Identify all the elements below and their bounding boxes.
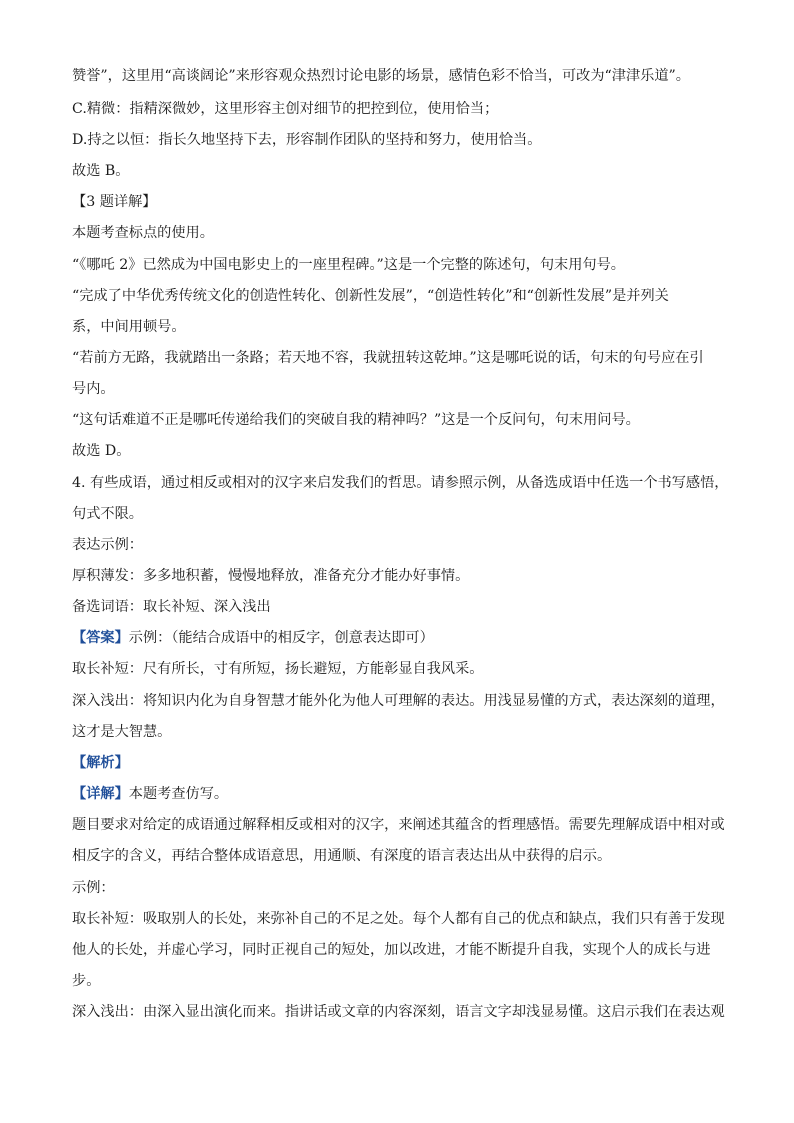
answer-line [72, 628, 732, 648]
text-line: 示例： [72, 880, 115, 896]
text-line: 相反字的含义，再结合整体成语意思，用通顺、有深度的语言表达出从中获得的启示。 [72, 848, 612, 864]
text-line: 号内。 [72, 381, 115, 397]
text-line: 厚积薄发：多多地积蓄，慢慢地释放，准备充分才能办好事情。 [72, 568, 470, 584]
text-line: 表达示例： [72, 537, 143, 553]
detail-line [72, 784, 732, 804]
detail-text: 本题考查仿写。 [128, 786, 229, 802]
text-line: “完成了中华优秀传统文化的创造性转化、创新性发展”，“创造性转化”和“创新性发展”是并列关 [72, 288, 669, 304]
question-text: 4. 有些成语，通过相反或相对的汉字来启发我们的哲思。请参照示例，从备选成语中任选一个书写感悟， [72, 475, 729, 491]
text-line: 他人的长处，并虚心学习，同时正视自己的短处，加以改进，才能不断提升自我，实现个人的成长与进 [72, 942, 711, 958]
answer-tag: 【答案】 [72, 630, 129, 646]
text-line: 故选 B。 [72, 163, 130, 179]
analysis-line [72, 753, 732, 773]
text-line: D.持之以恒：指长久地坚持下去，形容制作团队的坚持和努力，使用恰当。 [72, 132, 542, 148]
question-text: 句式不限。 [72, 506, 143, 522]
text-line: 步。 [72, 973, 101, 989]
text-line: 题目要求对给定的成语通过解释相反或相对的汉字，来阐述其蕴含的哲理感悟。需要先理解成语中相对或 [72, 817, 725, 833]
text-line: 取长补短：吸取别人的长处，来弥补自己的不足之处。每个人都有自己的优点和缺点，我们只有善于发现 [72, 911, 725, 927]
text-line: 深入浅出：由深入显出演化而来。指讲话或文章的内容深刻，语言文字却浅显易懂。这启示我们在表达观 [72, 1004, 725, 1020]
text-line: 取长补短：尺有所长，寸有所短，扬长避短，方能彰显自我风采。 [72, 661, 484, 677]
text-line: C.精微：指精深微妙，这里形容主创对细节的把控到位，使用恰当； [72, 101, 499, 117]
text-line: 系，中间用顿号。 [72, 319, 186, 335]
section-heading: 【3 题详解】 [72, 194, 157, 210]
text-line: 这才是大智慧。 [72, 724, 172, 740]
detail-tag: 【详解】 [72, 786, 129, 802]
answer-text: 示例：（能结合成语中的相反字，创意表达即可） [128, 630, 434, 646]
text-line: 赞誉”，这里用“高谈阔论”来形容观众热烈讨论电影的场景，感情色彩不恰当，可改为“津津乐道”。 [72, 68, 690, 84]
text-line: “这句话难道不正是哪吒传递给我们的突破自我的精神吗？”这是一个反问句，句末用问号。 [72, 412, 640, 428]
text-line: 本题考查标点的使用。 [72, 225, 214, 241]
text-line: “若前方无路，我就踏出一条路；若天地不容，我就扭转这乾坤。”这是哪吒说的话，句末的句号应在引 [72, 350, 704, 366]
text-line: “《哪吒 2》已然成为中国电影史上的一座里程碑。”这是一个完整的陈述句，句末用句号。 [72, 257, 625, 273]
text-line: 深入浅出：将知识内化为自身智慧才能外化为他人可理解的表达。用浅显易懂的方式，表达深刻的道理， [72, 693, 725, 709]
analysis-tag: 【解析】 [72, 755, 129, 771]
text-line: 故选 D。 [72, 443, 131, 459]
text-line: 备选词语：取长补短、深入浅出 [72, 599, 271, 615]
